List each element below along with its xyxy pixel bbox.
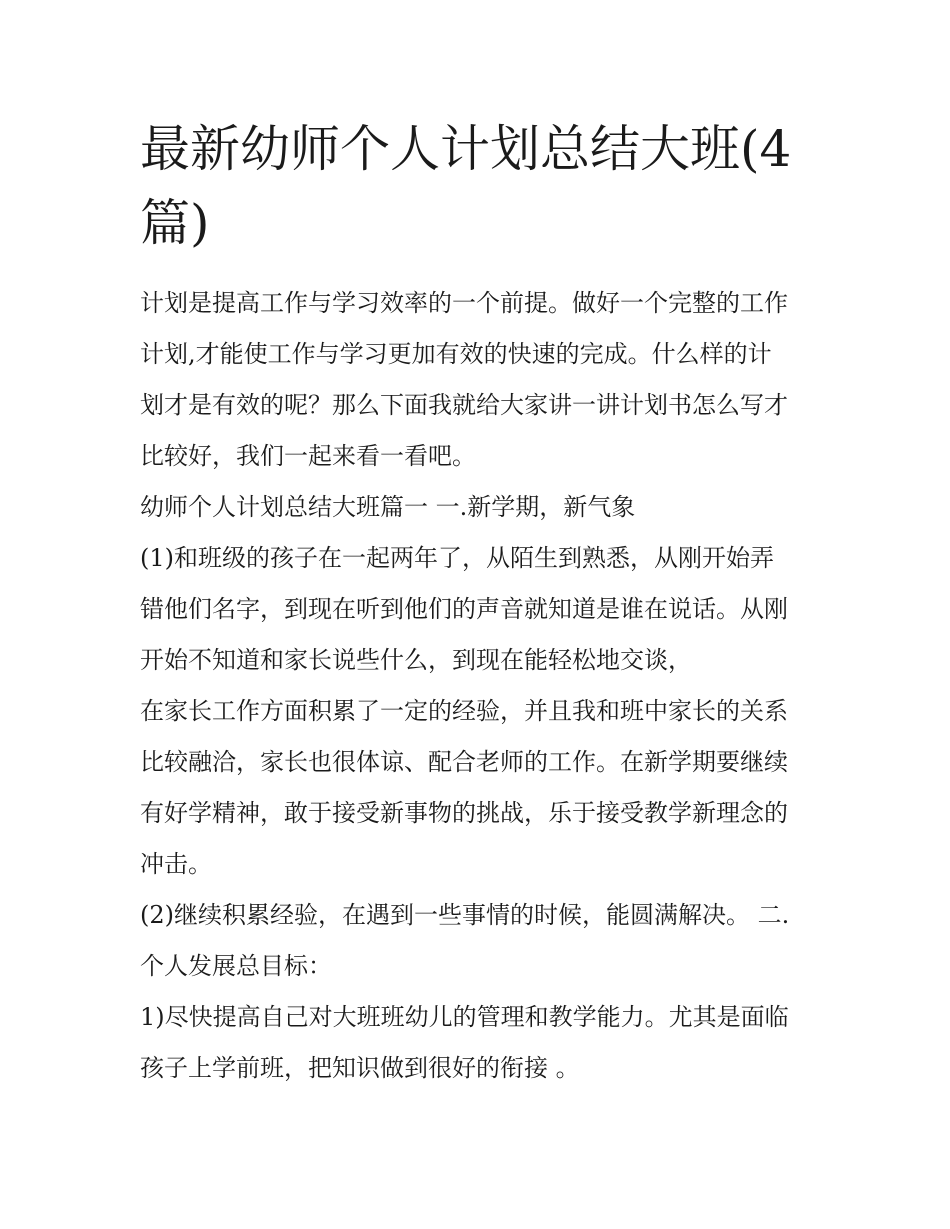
- text-line: 计划,才能使工作与学习更加有效的快速的完成。什么样的计: [140, 340, 772, 368]
- text-line: 比较融洽，家长也很体谅、配合老师的工作。在新学期要继续: [140, 748, 788, 776]
- page-title: [140, 112, 820, 260]
- text-line: 开始不知道和家长说些什么，到现在能轻松地交谈，: [140, 646, 692, 674]
- text-line: 在家长工作方面积累了一定的经验，并且我和班中家长的关系: [140, 697, 788, 725]
- text-line: (2)继续积累经验，在遇到一些事情的时候，能圆满解决。 二.: [140, 901, 790, 929]
- text-line: 1)尽快提高自己对大班班幼儿的管理和教学能力。尤其是面临: [140, 1003, 789, 1031]
- text-line: 划才是有效的呢？那么下面我就给大家讲一讲计划书怎么写才: [140, 391, 788, 419]
- text-line: 冲击。: [140, 850, 212, 878]
- text-line: 个人发展总目标：: [140, 952, 332, 980]
- text-line: 孩子上学前班，把知识做到很好的衔接 。: [140, 1054, 580, 1082]
- title-line-1: 最新幼师个人计划总结大班(4: [140, 120, 792, 178]
- document-body: [140, 278, 820, 1094]
- text-line: (1)和班级的孩子在一起两年了，从陌生到熟悉，从刚开始弄: [140, 544, 774, 572]
- text-line: 计划是提高工作与学习效率的一个前提。做好一个完整的工作: [140, 289, 788, 317]
- text-line: 比较好，我们一起来看一看吧。: [140, 442, 476, 470]
- section-heading: 幼师个人计划总结大班篇一 一.新学期，新气象: [140, 493, 636, 521]
- text-line: 有好学精神，敢于接受新事物的挑战，乐于接受教学新理念的: [140, 799, 788, 827]
- text-line: 错他们名字，到现在听到他们的声音就知道是谁在说话。从刚: [140, 595, 788, 623]
- title-line-2: 篇): [140, 194, 210, 252]
